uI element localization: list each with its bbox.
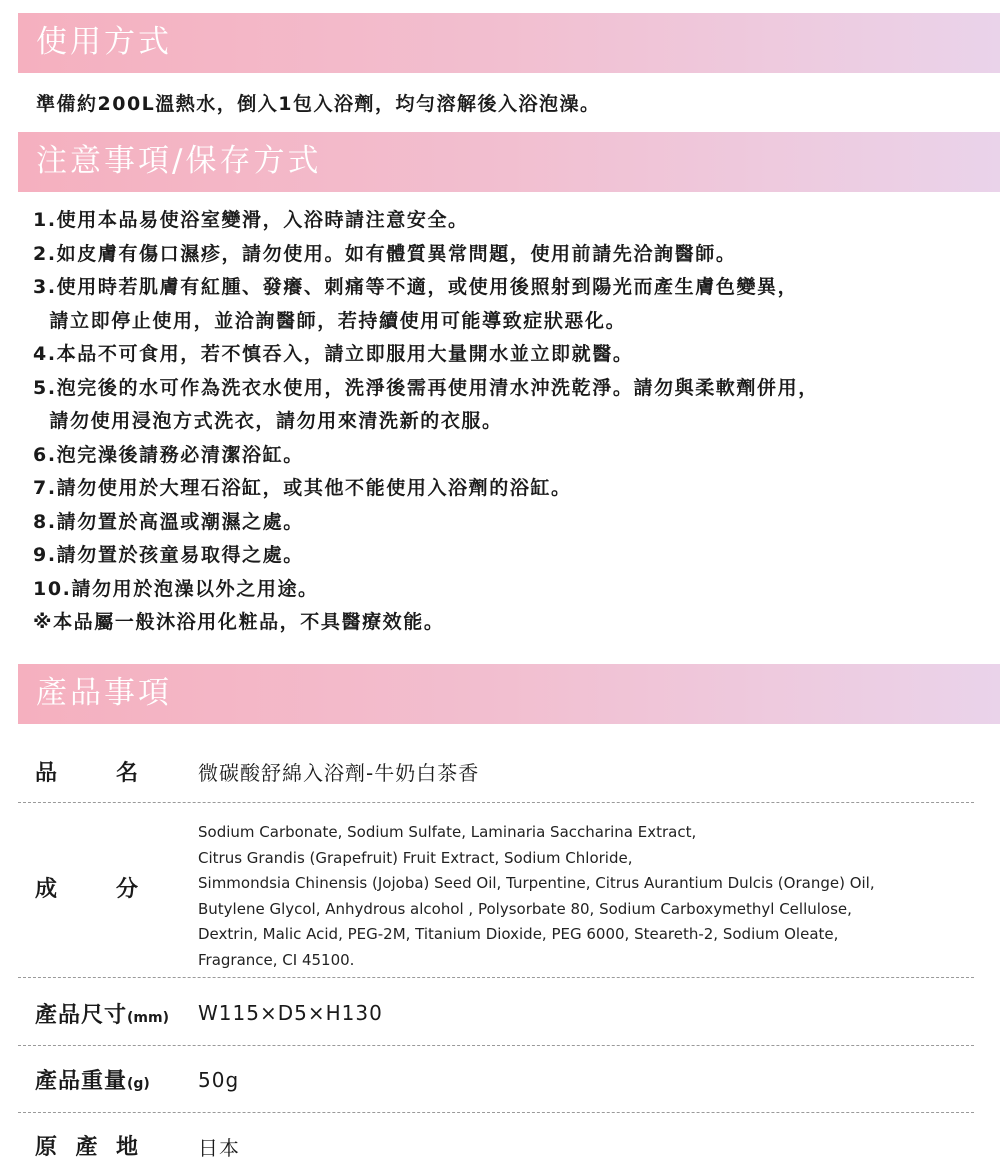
note-line: 5.泡完後的水可作為洗衣水使用，洗淨後需再使用清水沖洗乾淨。請勿與柔軟劑併用，	[33, 376, 819, 399]
spec-value-weight: 50g	[198, 1068, 240, 1092]
note-line: 2.如皮膚有傷口濕疹，請勿使用。如有體質異常問題，使用前請先洽詢醫師。	[33, 242, 737, 265]
note-line: 6.泡完澡後請務必清潔浴缸。	[33, 443, 304, 466]
spec-label-size: 產品尺寸(mm)	[35, 1003, 169, 1028]
notes-title: 注意事項/保存方式	[36, 143, 322, 179]
ingredient-line: Dextrin, Malic Acid, PEG-2M, Titanium Dioxide, PEG 6000, Steareth-2, Sodium Oleate,	[198, 925, 839, 943]
divider	[18, 977, 974, 978]
divider	[18, 1112, 974, 1113]
spec-value-size: W115×D5×H130	[198, 1001, 383, 1025]
spec-label-weight: 產品重量(g)	[35, 1069, 150, 1094]
spec-label-origin: 原 產 地	[35, 1135, 139, 1160]
usage-title: 使用方式	[36, 24, 172, 60]
divider	[18, 802, 974, 803]
note-line: 8.請勿置於高溫或潮濕之處。	[33, 510, 304, 533]
product-header	[18, 664, 1000, 724]
ingredient-line: Citrus Grandis (Grapefruit) Fruit Extract, Sodium Chloride,	[198, 848, 633, 867]
note-line: 3.使用時若肌膚有紅腫、發癢、刺痛等不適，或使用後照射到陽光而產生膚色變異，	[33, 276, 799, 298]
note-line: 4.本品不可食用，若不慎吞入，請立即服用大量開水並立即就醫。	[33, 343, 634, 365]
ingredient-line: Simmondsia Chinensis (Jojoba) Seed Oil, Turpentine, Citrus Aurantium Dulcis (Orange) Oil,	[198, 874, 875, 892]
note-line: 請立即停止使用，並洽詢醫師，若持續使用可能導致症狀惡化。	[33, 309, 627, 332]
note-line: ※本品屬一般沐浴用化粧品，不具醫療效能。	[33, 611, 445, 633]
note-line: 7.請勿使用於大理石浴缸，或其他不能使用入浴劑的浴缸。	[33, 477, 572, 499]
usage-header	[18, 13, 1000, 73]
divider	[18, 1045, 974, 1046]
notes-list	[33, 204, 983, 640]
ingredient-line: Sodium Carbonate, Sodium Sulfate, Laminaria Saccharina Extract,	[198, 823, 697, 841]
ingredients-list	[198, 820, 988, 973]
spec-label-ingredients: 成 分	[35, 877, 139, 902]
spec-value-origin: 日本	[198, 1136, 240, 1160]
note-line: 請勿使用浸泡方式洗衣，請勿用來清洗新的衣服。	[33, 410, 503, 432]
spec-label-name: 品 名	[35, 761, 139, 786]
notes-header	[18, 132, 1000, 192]
note-line: 9.請勿置於孩童易取得之處。	[33, 544, 304, 566]
ingredient-line: Butylene Glycol, Anhydrous alcohol , Polysorbate 80, Sodium Carboxymethyl Cellulose,	[198, 899, 852, 918]
ingredient-line: Fragrance, CI 45100.	[198, 950, 355, 969]
product-title: 產品事項	[36, 675, 172, 711]
usage-text: 準備約200L溫熱水，倒入1包入浴劑，均勻溶解後入浴泡澡。	[36, 93, 601, 115]
note-line: 10.請勿用於泡澡以外之用途。	[33, 577, 319, 600]
note-line: 1.使用本品易使浴室變滑，入浴時請注意安全。	[33, 209, 469, 231]
spec-value-name: 微碳酸舒綿入浴劑-牛奶白茶香	[198, 761, 480, 785]
